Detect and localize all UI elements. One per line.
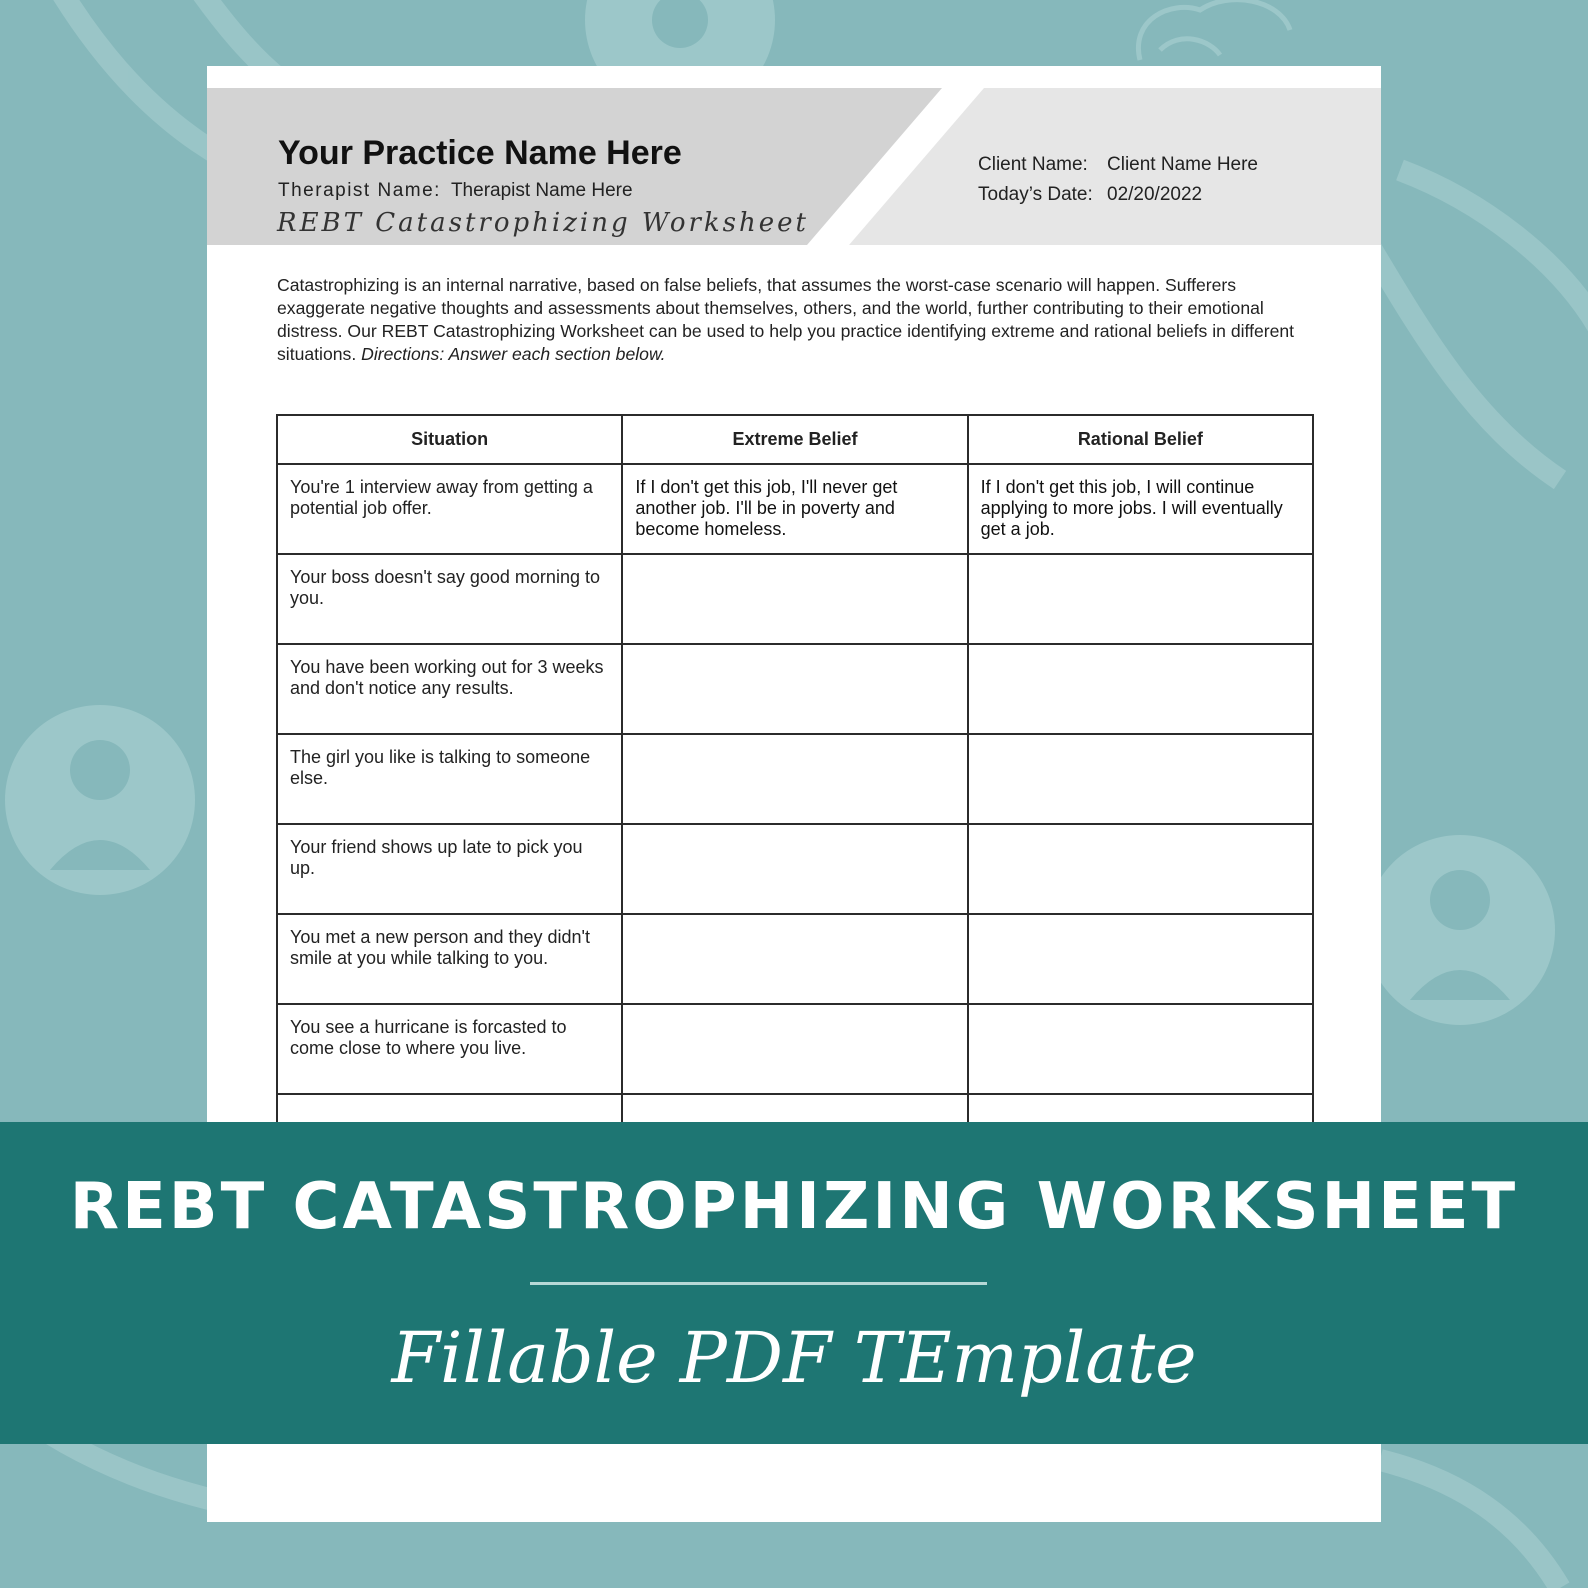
situation-cell: You see a hurricane is forcasted to come close to where you live. — [277, 1004, 622, 1094]
table-header-row — [277, 415, 1313, 464]
date-field[interactable]: 02/20/2022 — [1107, 184, 1203, 205]
rational-belief-cell[interactable] — [968, 914, 1313, 1004]
extreme-belief-cell[interactable] — [622, 1004, 967, 1094]
extreme-belief-cell[interactable] — [622, 554, 967, 644]
promo-banner — [0, 1122, 1588, 1444]
directions-text: Directions: Answer each section below. — [361, 344, 666, 364]
worksheet-title: REBT Catastrophizing Worksheet — [277, 208, 809, 238]
banner-title: REBT CATASTROPHIZING WORKSHEET — [69, 1170, 1519, 1244]
worksheet-header — [207, 88, 1381, 245]
column-header-extreme-belief: Extreme Belief — [622, 415, 967, 464]
intro-paragraph — [277, 274, 1313, 366]
practice-name: Your Practice Name Here — [278, 134, 682, 172]
brain-icon — [1138, 0, 1290, 60]
extreme-belief-cell[interactable]: If I don't get this job, I'll never get another job. I'll be in poverty and become homeless. — [622, 464, 967, 554]
rational-belief-cell[interactable] — [968, 554, 1313, 644]
table-row — [277, 464, 1313, 554]
banner-divider — [530, 1282, 987, 1285]
rational-belief-cell[interactable] — [968, 824, 1313, 914]
therapist-label: Therapist Name: — [278, 180, 441, 201]
table-row — [277, 914, 1313, 1004]
rational-belief-cell[interactable] — [968, 1004, 1313, 1094]
table-row — [277, 554, 1313, 644]
date-label: Today’s Date: — [978, 184, 1093, 205]
person-icon — [1365, 835, 1555, 1025]
extreme-belief-cell[interactable] — [622, 734, 967, 824]
situation-cell: Your friend shows up late to pick you up. — [277, 824, 622, 914]
banner-subtitle: Fillable PDF TEmplate — [391, 1317, 1197, 1399]
situation-cell: You're 1 interview away from getting a potential job offer. — [277, 464, 622, 554]
column-header-rational-belief: Rational Belief — [968, 415, 1313, 464]
situation-cell: You met a new person and they didn't smile at you while talking to you. — [277, 914, 622, 1004]
therapist-name-row — [278, 180, 633, 202]
therapist-name-field[interactable]: Therapist Name Here — [450, 180, 633, 201]
rational-belief-cell[interactable] — [968, 644, 1313, 734]
person-icon — [5, 705, 195, 895]
intro-text: Catastrophizing is an internal narrative, based on false beliefs, that assumes the worst-case scenario will happen. Sufferers exaggerate negative thoughts and assessments about themselves, others, and the world, further contributing to their emotional distress. Our REBT Catastrophizing Worksheet can be used to help you practice identifying extreme and rational beliefs in different situations. — [277, 275, 1295, 364]
rational-belief-cell[interactable]: If I don't get this job, I will continue applying to more jobs. I will eventually get a job. — [968, 464, 1313, 554]
table-row — [277, 734, 1313, 824]
extreme-belief-cell[interactable] — [622, 824, 967, 914]
client-name-field[interactable]: Client Name Here — [1107, 154, 1258, 175]
table-row — [277, 644, 1313, 734]
situation-cell: The girl you like is talking to someone else. — [277, 734, 622, 824]
client-label: Client Name: — [978, 154, 1088, 175]
table-row — [277, 1004, 1313, 1094]
client-name-row — [978, 154, 1258, 176]
situation-cell: Your boss doesn't say good morning to you. — [277, 554, 622, 644]
column-header-situation: Situation — [277, 415, 622, 464]
extreme-belief-cell[interactable] — [622, 914, 967, 1004]
table-row — [277, 824, 1313, 914]
extreme-belief-cell[interactable] — [622, 644, 967, 734]
situation-cell: You have been working out for 3 weeks and don't notice any results. — [277, 644, 622, 734]
date-row — [978, 184, 1202, 206]
rational-belief-cell[interactable] — [968, 734, 1313, 824]
